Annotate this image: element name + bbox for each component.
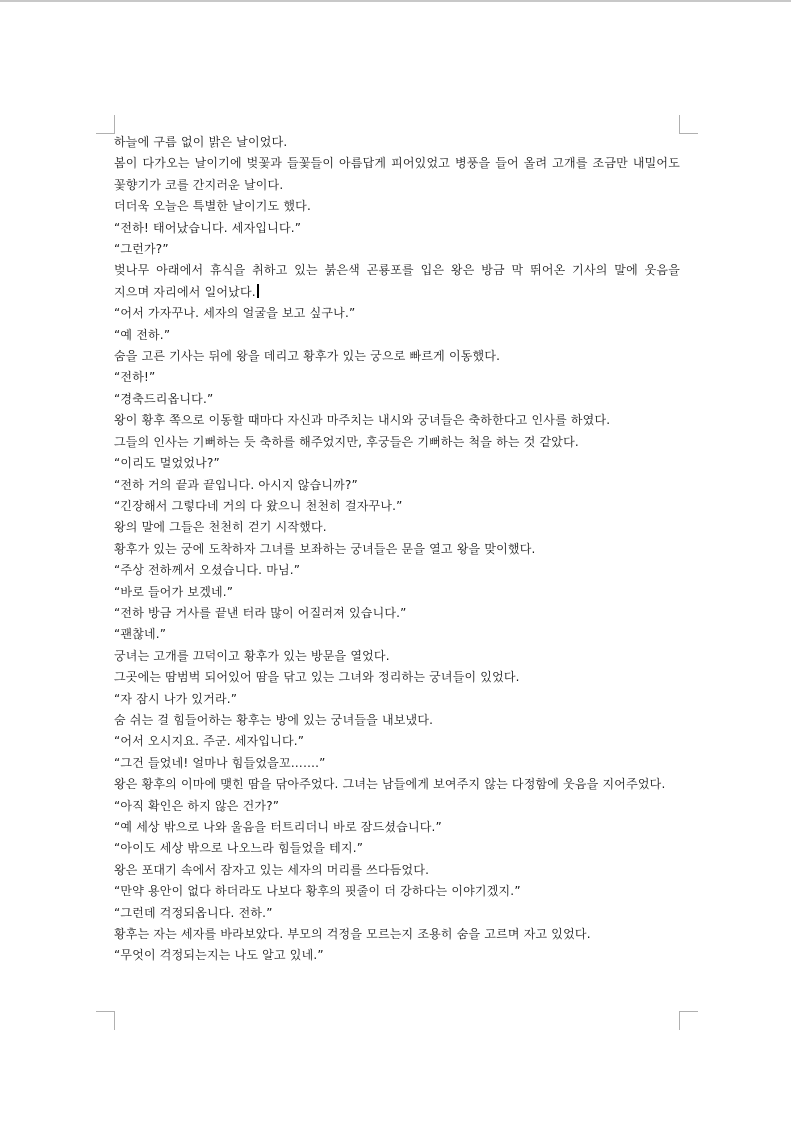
margin-corner-top-left <box>96 115 115 134</box>
margin-corner-bottom-left <box>96 1011 115 1030</box>
paragraph[interactable]: “그런데 걱정되옵니다. 전하.” <box>114 905 273 920</box>
window-top-border <box>0 0 791 2</box>
paragraph[interactable]: “무엇이 걱정되는지는 나도 알고 있네.” <box>114 948 324 963</box>
paragraph[interactable]: 왕은 황후의 이마에 맺힌 땀을 닦아주었다. 그녀는 남들에게 보여주지 않는 다정함에 웃음을 지어주었다. <box>114 777 666 792</box>
paragraph[interactable]: 숨 쉬는 걸 힘들어하는 황후는 방에 있는 궁녀들을 내보냈다. <box>114 712 434 727</box>
paragraph[interactable]: 숨을 고른 기사는 뒤에 왕을 데리고 황후가 있는 궁으로 빠르게 이동했다. <box>114 349 501 364</box>
paragraph[interactable]: 왕은 포대기 속에서 잠자고 있는 세자의 머리를 쓰다듬었다. <box>114 862 430 877</box>
paragraph[interactable]: “자 잠시 나가 있거라.” <box>114 691 238 706</box>
paragraph[interactable]: “그건 들었네! 얼마나 힘들었을꼬…….” <box>114 755 326 770</box>
paragraph[interactable]: “예 세상 밖으로 나와 울음을 터트리더니 바로 잠드셨습니다.” <box>114 820 442 834</box>
paragraph[interactable]: 그들의 인사는 기뻐하는 듯 축하를 해주었지만, 후궁들은 기뻐하는 척을 하는 것 같았다. <box>114 434 579 449</box>
paragraph[interactable]: 왕의 말에 그들은 천천히 걷기 시작했다. <box>114 520 327 535</box>
paragraph[interactable]: “전하 방금 거사를 끝낸 터라 많이 어질러져 있습니다.” <box>114 605 407 620</box>
margin-corner-bottom-right <box>679 1011 698 1030</box>
text-cursor <box>257 284 259 298</box>
paragraph[interactable]: 황후는 자는 세자를 바라보았다. 부모의 걱정을 모르는지 조용히 숨을 고르며 자고 있었다. <box>114 927 591 942</box>
paragraph[interactable]: 봄이 다가오는 날이기에 벚꽃과 들꽃들이 아름답게 피어있었고 병풍을 들어 올려 고개를 조금만 내밀어도 꽃향기가 코를 간지러운 날이다. <box>114 156 680 192</box>
paragraph[interactable]: “아직 확인은 하지 않은 건가?” <box>114 798 280 813</box>
paragraph[interactable]: 하늘에 구름 없이 밝은 날이었다. <box>114 135 288 149</box>
paragraph[interactable]: “어서 오시지요. 주군. 세자입니다.” <box>114 734 305 749</box>
paragraph-text[interactable]: 벚나무 아래에서 휴식을 취하고 있는 붉은색 곤룡포를 입은 왕은 방금 막 뛰어온 기사의 말에 웃음을 지으며 자리에서 일어났다. <box>114 263 680 299</box>
paragraph[interactable]: “긴장해서 그렇다네 거의 다 왔으니 천천히 걸자꾸나.” <box>114 498 403 513</box>
document-body[interactable] <box>114 132 680 967</box>
paragraph[interactable]: “이리도 멀었었나?” <box>114 456 220 471</box>
paragraph[interactable]: 황후가 있는 궁에 도착하자 그녀를 보좌하는 궁녀들은 문을 열고 왕을 맞이했다. <box>114 541 536 556</box>
paragraph[interactable]: “바로 들어가 보겠네.” <box>114 584 234 599</box>
paragraph[interactable]: 왕이 황후 쪽으로 이동할 때마다 자신과 마주치는 내시와 궁녀들은 축하한다고 인사를 하였다. <box>114 413 611 428</box>
paragraph[interactable]: “괜찮네.” <box>114 627 167 642</box>
paragraph[interactable]: “전하!” <box>114 370 156 385</box>
paragraph[interactable]: 궁녀는 고개를 끄덕이고 황후가 있는 방문을 열었다. <box>114 648 390 663</box>
paragraph[interactable]: 그곳에는 땀범벅 되어있어 땀을 닦고 있는 그녀와 정리하는 궁녀들이 있었다. <box>114 670 520 685</box>
paragraph[interactable]: “예 전하.” <box>114 327 171 342</box>
paragraph[interactable]: “주상 전하께서 오셨습니다. 마님.” <box>114 563 301 578</box>
paragraph[interactable]: 더더욱 오늘은 특별한 날이기도 했다. <box>114 199 311 214</box>
paragraph[interactable]: “만약 용안이 없다 하더라도 나보다 황후의 핏줄이 더 강하다는 이야기겠지.” <box>114 884 521 899</box>
margin-corner-top-right <box>679 115 698 134</box>
paragraph[interactable]: “어서 가자꾸나. 세자의 얼굴을 보고 싶구나.” <box>114 306 356 321</box>
paragraph[interactable]: “전하 거의 끝과 끝입니다. 아시지 않습니까?” <box>114 477 358 492</box>
paragraph[interactable]: “경축드리옵니다.” <box>114 391 214 406</box>
paragraph[interactable]: “그런가?” <box>114 242 169 257</box>
paragraph-with-caret[interactable] <box>114 260 680 303</box>
paragraph[interactable]: “전하! 태어났습니다. 세자입니다.” <box>114 220 302 235</box>
paragraph[interactable]: “아이도 세상 밖으로 나오느라 힘들었을 테지.” <box>114 841 364 856</box>
